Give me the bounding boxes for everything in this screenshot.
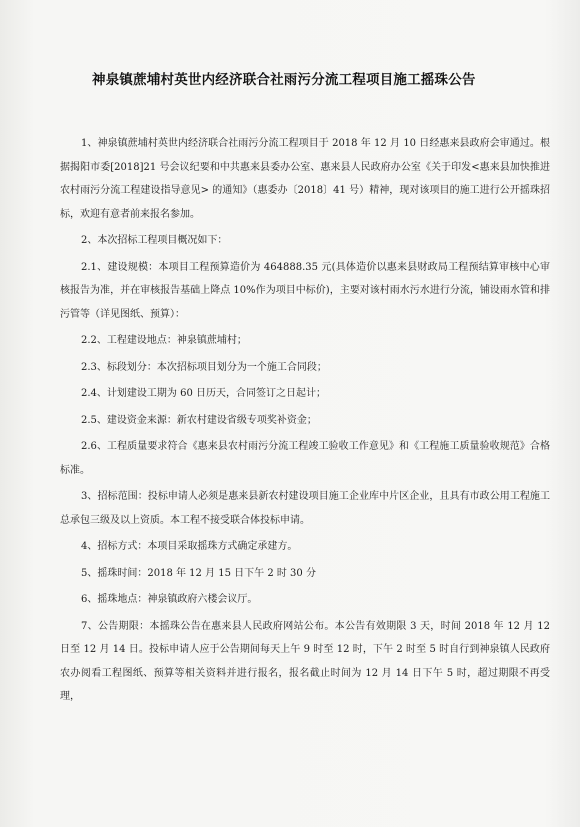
paragraph-2-6: 2.6、工程质量要求符合《惠来县农村雨污分流工程竣工验收工作意见》和《工程施工质量验收规范》合格标准。 — [60, 441, 550, 476]
paragraph-2-5: 2.5、建设资金来源：新农村建设省级专项奖补资金； — [81, 414, 317, 426]
paragraph-1: 1、神泉镇蔗埔村英世内经济联合社雨污分流工程项目于 2018 年 12 月 10 日经惠来县政府会审通过。根据揭阳市委[2018]21 号会议纪要和中共惠来县委办公室、惠来县人民政府办公室《关于印发<惠来县加快推进农村雨污分流工程建设指导意见> 的通知》（惠委办〔2018〕41 号）精神，现对该项目的施工进行公开摇珠招标，欢迎有意者前来报名参加。 — [60, 138, 550, 220]
paragraph-2-4: 2.4、计划建设工期为 60 日历天，合同签订之日起计； — [81, 388, 326, 399]
paragraph-4: 4、招标方式：本项目采取摇珠方式确定承建方。 — [81, 541, 298, 552]
paragraph-3: 3、招标范围：投标申请人必须是惠来县新农村建设项目施工企业库中片区企业，且具有市政公用工程施工总承包三级及以上资质。本工程不接受联合体投标申请。 — [60, 491, 550, 526]
paragraph-6: 6、摇珠地点：神泉镇政府六楼会议厅。 — [81, 594, 258, 605]
paragraph-2-1: 2.1、建设规模：本项目工程预算造价为 464888.35 元(具体造价以惠来县财政局工程预结算审核中心审核报告为准，并在审核报告基础上降点 10%作为项目中标价)，主要对该村雨水污水进行分流，铺设雨水管和排污管等（详见图纸、预算）： — [60, 261, 550, 320]
paragraph-5: 5、摇珠时间：2018 年 12 月 15 日下午 2 时 30 分 — [81, 567, 316, 579]
paragraph-2: 2、本次招标工程项目概况如下： — [81, 235, 228, 246]
document-title: 神泉镇蔗埔村英世内经济联合社雨污分流工程项目施工摇珠公告 — [92, 72, 476, 88]
paragraph-7: 7、公告期限：本摇珠公告在惠来县人民政府网站公布。本公告有效期限 3 天，时间 2018 年 12 月 12 日至 12 月 14 日。投标申请人应于公告期间每天上午 9 时至 12 时，下午 2 时至 5 时自行到神泉镇人民政府农办阅看工程图纸、预算等相关资料并进行报名，报名截止时间为 12 月 14 日下午 5 时，超过期限不再受理， — [60, 620, 550, 702]
paragraph-2-2: 2.2、工程建设地点：神泉镇蔗埔村； — [81, 335, 247, 346]
paragraph-2-3: 2.3、标段划分：本次招标项目划分为一个施工合同段； — [81, 361, 327, 373]
